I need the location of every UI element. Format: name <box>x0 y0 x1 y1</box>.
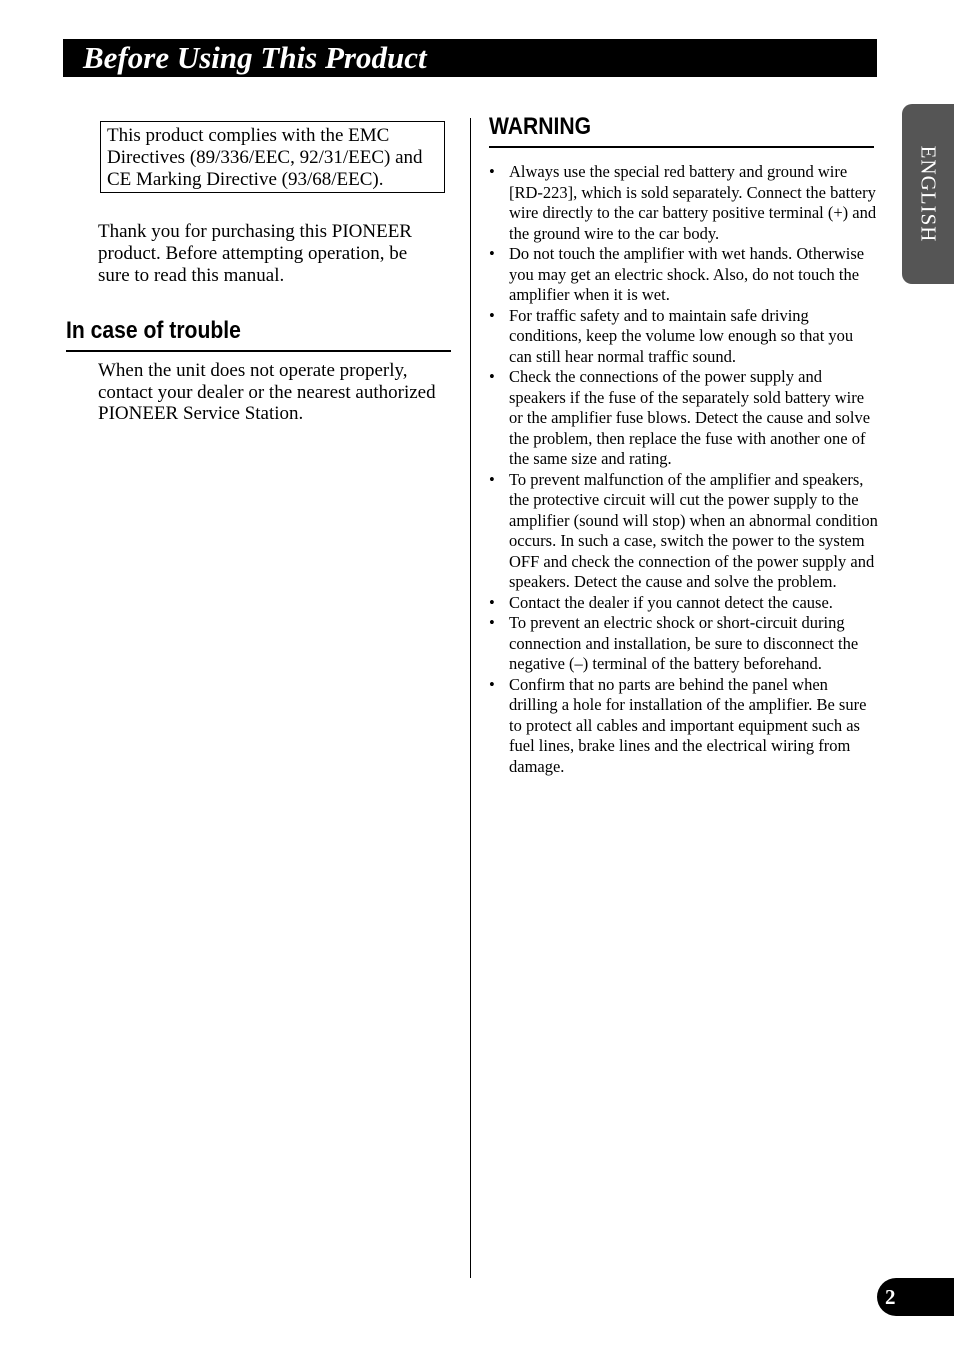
warning-item: • For traffic safety and to maintain safe driving conditions, keep the volume low enough so that you can still hear normal traffic sound. <box>489 306 879 368</box>
intro-paragraph: Thank you for purchasing this PIONEER product. Before attempting operation, be sure to read this manual. <box>98 221 412 286</box>
column-divider <box>470 118 471 1278</box>
warning-item: • To prevent malfunction of the amplifier and speakers, the protective circuit will cut the power supply to the amplifier (sound will stop) when an abnormal condition occurs. In such a case, switch the power to the system OFF and check the connection of the power supply and speakers. Detect the cause and solve the problem. <box>489 470 879 593</box>
trouble-heading: In case of trouble <box>66 317 241 344</box>
warning-item: • Confirm that no parts are behind the panel when drilling a hole for installation of the amplifier. Be sure to protect all cables and important equipment such as fuel lines, brake lines and the electrical wiring from damage. <box>489 675 879 778</box>
language-label: ENGLISH <box>916 145 941 243</box>
page-number: 2 <box>885 1285 896 1309</box>
warning-heading-rule <box>489 146 874 148</box>
warning-item: • Do not touch the amplifier with wet hands. Otherwise you may get an electric shock. Also, do not touch the amplifier when it is wet. <box>489 244 879 306</box>
warning-item: • Contact the dealer if you cannot detect the cause. <box>489 593 879 614</box>
trouble-paragraph: When the unit does not operate properly, contact your dealer or the nearest authorized PIONEER Service Station. <box>98 360 436 424</box>
warning-item: • Check the connections of the power supply and speakers if the fuse of the separately sold battery wire or the amplifier fuse blows. Detect the cause and solve the problem, then replace the fuse with another one of the same size and rating. <box>489 367 879 470</box>
page-title: Before Using This Product <box>83 40 427 75</box>
header-bar <box>63 39 877 77</box>
language-tab <box>902 104 954 284</box>
compliance-note: This product complies with the EMC Directives (89/336/EEC, 92/31/EEC) and CE Marking Directive (93/68/EEC). <box>100 121 445 193</box>
trouble-heading-rule <box>66 350 451 352</box>
warning-item: • Always use the special red battery and ground wire [RD-223], which is sold separately. Connect the battery wire directly to the car battery positive terminal (+) and the ground wire to the car body. <box>489 162 879 244</box>
warning-item: • To prevent an electric shock or short-circuit during connection and installation, be sure to disconnect the negative (–) terminal of the battery beforehand. <box>489 613 879 675</box>
warning-list <box>489 162 879 777</box>
page-number-tab <box>877 1278 954 1316</box>
warning-heading: WARNING <box>489 113 592 140</box>
